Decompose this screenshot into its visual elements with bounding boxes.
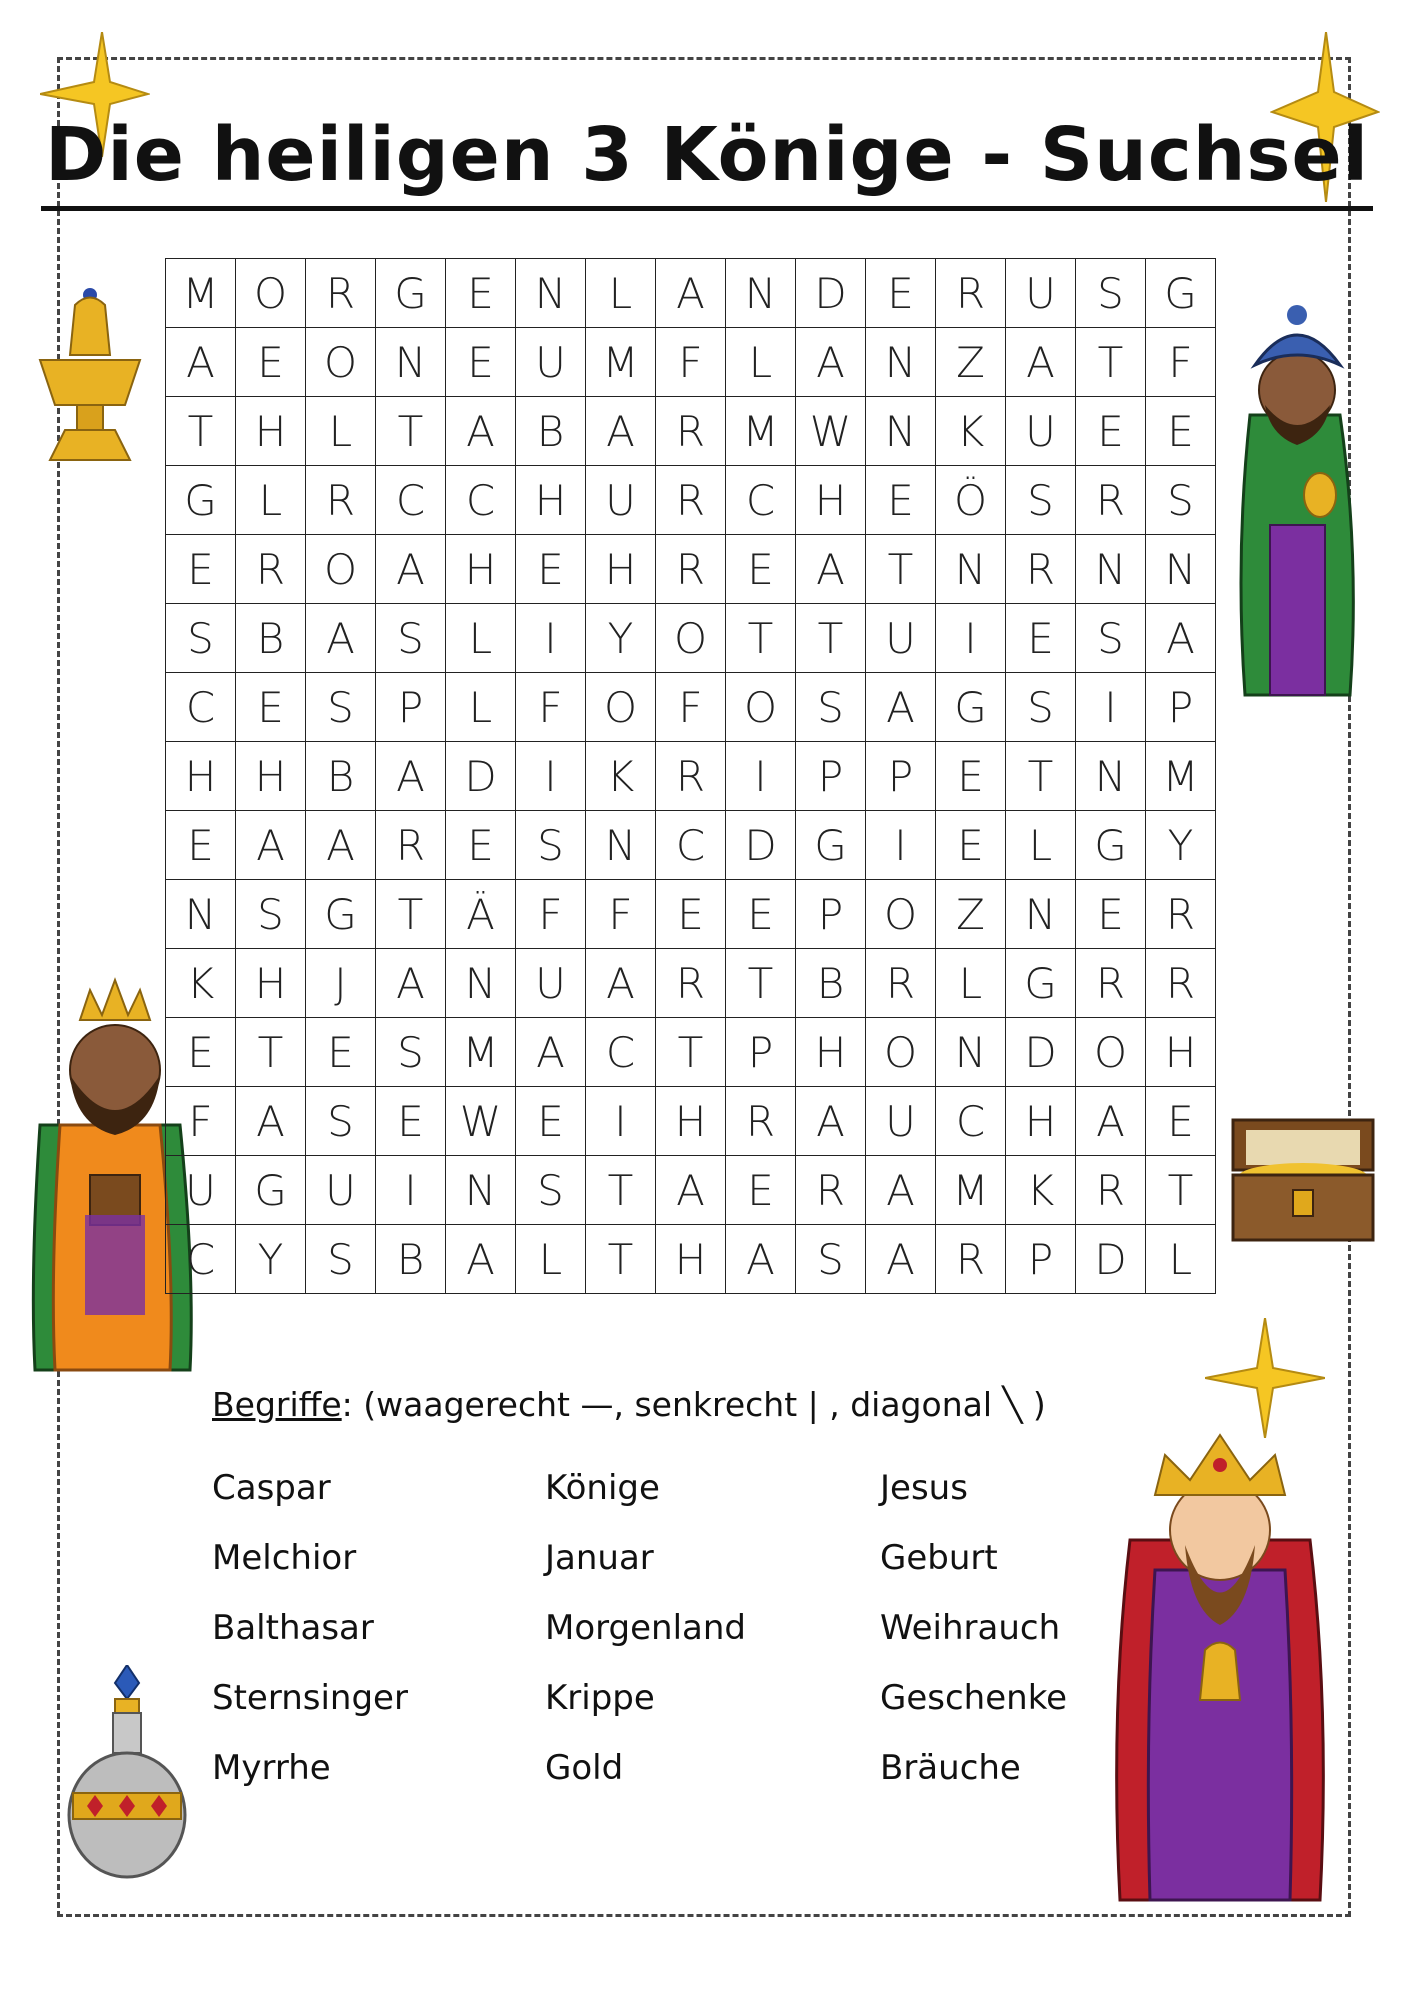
word-item: Könige bbox=[545, 1468, 660, 1508]
grid-cell[interactable]: S bbox=[1076, 259, 1146, 328]
grid-row bbox=[166, 535, 1216, 604]
word-item: Geburt bbox=[880, 1538, 998, 1578]
grid-cell[interactable]: E bbox=[516, 1087, 586, 1156]
word-item: Melchior bbox=[212, 1538, 357, 1578]
grid-cell[interactable]: H bbox=[1146, 1018, 1216, 1087]
grid-cell[interactable]: U bbox=[516, 328, 586, 397]
grid-cell[interactable]: R bbox=[936, 259, 1006, 328]
grid-cell[interactable]: H bbox=[796, 1018, 866, 1087]
grid-cell[interactable]: T bbox=[866, 535, 936, 604]
grid-cell[interactable]: E bbox=[376, 1087, 446, 1156]
grid-cell[interactable]: T bbox=[726, 949, 796, 1018]
grid-cell[interactable]: B bbox=[306, 742, 376, 811]
king-icon bbox=[1230, 295, 1365, 705]
grid-cell[interactable]: E bbox=[166, 535, 236, 604]
grid-cell[interactable]: N bbox=[1076, 535, 1146, 604]
grid-cell[interactable]: N bbox=[1146, 535, 1216, 604]
grid-cell[interactable]: O bbox=[1076, 1018, 1146, 1087]
word-item: Weihrauch bbox=[880, 1608, 1061, 1648]
grid-cell[interactable]: S bbox=[1006, 466, 1076, 535]
grid-cell[interactable]: T bbox=[726, 604, 796, 673]
grid-cell[interactable]: R bbox=[1076, 466, 1146, 535]
grid-cell[interactable]: S bbox=[306, 1225, 376, 1294]
grid-cell[interactable]: E bbox=[866, 466, 936, 535]
grid-cell[interactable]: J bbox=[306, 949, 376, 1018]
grid-cell[interactable]: H bbox=[656, 1225, 726, 1294]
horizontal-mark: — bbox=[580, 1385, 614, 1424]
grid-cell[interactable]: A bbox=[1146, 604, 1216, 673]
grid-cell[interactable]: H bbox=[1006, 1087, 1076, 1156]
grid-cell[interactable]: N bbox=[866, 397, 936, 466]
grid-cell[interactable]: R bbox=[936, 1225, 1006, 1294]
grid-cell[interactable]: A bbox=[376, 535, 446, 604]
legend-suffix: ) bbox=[1022, 1385, 1046, 1424]
grid-cell[interactable]: N bbox=[166, 880, 236, 949]
grid-cell[interactable]: T bbox=[1076, 328, 1146, 397]
grid-cell[interactable]: M bbox=[726, 397, 796, 466]
word-item: Gold bbox=[545, 1748, 624, 1788]
grid-cell[interactable]: S bbox=[376, 1018, 446, 1087]
grid-cell[interactable]: E bbox=[236, 673, 306, 742]
grid-cell[interactable]: I bbox=[726, 742, 796, 811]
grid-cell[interactable]: N bbox=[446, 1156, 516, 1225]
grid-cell[interactable]: S bbox=[1146, 466, 1216, 535]
grid-cell[interactable]: E bbox=[1146, 1087, 1216, 1156]
grid-row bbox=[166, 1087, 1216, 1156]
grid-cell[interactable]: A bbox=[726, 1225, 796, 1294]
grid-cell[interactable]: M bbox=[1146, 742, 1216, 811]
grid-cell[interactable]: U bbox=[866, 604, 936, 673]
grid-cell[interactable]: R bbox=[796, 1156, 866, 1225]
grid-cell[interactable]: M bbox=[166, 259, 236, 328]
grid-cell[interactable]: R bbox=[1076, 1156, 1146, 1225]
grid-cell[interactable]: O bbox=[656, 604, 726, 673]
grid-cell[interactable]: R bbox=[306, 466, 376, 535]
grid-cell[interactable]: L bbox=[306, 397, 376, 466]
grid-cell[interactable]: G bbox=[1146, 259, 1216, 328]
grid-cell[interactable]: U bbox=[306, 1156, 376, 1225]
grid-cell[interactable]: Ä bbox=[446, 880, 516, 949]
legend-mid1: , senkrecht bbox=[613, 1385, 808, 1424]
diagonal-mark: ╲ bbox=[1002, 1385, 1023, 1424]
grid-cell[interactable]: E bbox=[866, 259, 936, 328]
grid-cell[interactable]: F bbox=[1146, 328, 1216, 397]
grid-cell[interactable]: U bbox=[586, 466, 656, 535]
grid-cell[interactable]: C bbox=[656, 811, 726, 880]
grid-cell[interactable]: A bbox=[586, 397, 656, 466]
grid-cell[interactable]: L bbox=[446, 673, 516, 742]
grid-row bbox=[166, 742, 1216, 811]
grid-cell[interactable]: B bbox=[376, 1225, 446, 1294]
grid-cell[interactable]: P bbox=[376, 673, 446, 742]
grid-cell[interactable]: S bbox=[796, 673, 866, 742]
grid-cell[interactable]: H bbox=[586, 535, 656, 604]
grid-cell[interactable]: Z bbox=[936, 328, 1006, 397]
grid-cell[interactable]: E bbox=[936, 742, 1006, 811]
grid-cell[interactable]: O bbox=[726, 673, 796, 742]
grid-cell[interactable]: U bbox=[1006, 259, 1076, 328]
grid-cell[interactable]: M bbox=[586, 328, 656, 397]
grid-cell[interactable]: N bbox=[866, 328, 936, 397]
legend-mid2: , diagonal bbox=[818, 1385, 1003, 1424]
grid-cell[interactable]: W bbox=[796, 397, 866, 466]
grid-cell[interactable]: Y bbox=[586, 604, 656, 673]
grid-cell[interactable]: I bbox=[586, 1087, 656, 1156]
grid-cell[interactable]: E bbox=[166, 811, 236, 880]
grid-cell[interactable]: C bbox=[376, 466, 446, 535]
word-item: Januar bbox=[545, 1538, 654, 1578]
grid-cell[interactable]: K bbox=[936, 397, 1006, 466]
grid-cell[interactable]: L bbox=[936, 949, 1006, 1018]
grid-cell[interactable]: M bbox=[446, 1018, 516, 1087]
grid-cell[interactable]: R bbox=[1146, 880, 1216, 949]
grid-cell[interactable]: N bbox=[936, 1018, 1006, 1087]
grid-row bbox=[166, 673, 1216, 742]
grid-cell[interactable]: T bbox=[586, 1156, 656, 1225]
grid-cell[interactable]: I bbox=[516, 604, 586, 673]
grid-cell[interactable]: R bbox=[656, 466, 726, 535]
grid-cell[interactable]: F bbox=[516, 880, 586, 949]
grid-cell[interactable]: U bbox=[866, 1087, 936, 1156]
grid-cell[interactable]: R bbox=[656, 949, 726, 1018]
grid-cell[interactable]: F bbox=[166, 1087, 236, 1156]
grid-cell[interactable]: C bbox=[166, 673, 236, 742]
grid-cell[interactable]: Z bbox=[936, 880, 1006, 949]
grid-cell[interactable]: A bbox=[796, 535, 866, 604]
word-list-col1 bbox=[212, 1468, 408, 1818]
grid-cell[interactable]: N bbox=[446, 949, 516, 1018]
grid-cell[interactable]: E bbox=[446, 259, 516, 328]
grid-cell[interactable]: Y bbox=[1146, 811, 1216, 880]
grid-cell[interactable]: P bbox=[1006, 1225, 1076, 1294]
grid-cell[interactable]: O bbox=[306, 328, 376, 397]
grid-cell[interactable]: L bbox=[516, 1225, 586, 1294]
grid-cell[interactable]: R bbox=[726, 1087, 796, 1156]
grid-cell[interactable]: A bbox=[1076, 1087, 1146, 1156]
grid-cell[interactable]: G bbox=[306, 880, 376, 949]
grid-row bbox=[166, 949, 1216, 1018]
grid-cell[interactable]: A bbox=[446, 397, 516, 466]
grid-cell[interactable]: B bbox=[796, 949, 866, 1018]
grid-cell[interactable]: N bbox=[1076, 742, 1146, 811]
grid-cell[interactable]: G bbox=[936, 673, 1006, 742]
word-list-col2 bbox=[545, 1468, 746, 1818]
grid-cell[interactable]: C bbox=[936, 1087, 1006, 1156]
grid-cell[interactable]: E bbox=[166, 1018, 236, 1087]
grid-cell[interactable]: U bbox=[166, 1156, 236, 1225]
grid-cell[interactable]: W bbox=[446, 1087, 516, 1156]
grid-cell[interactable]: D bbox=[446, 742, 516, 811]
grid-cell[interactable]: E bbox=[726, 1156, 796, 1225]
grid-cell[interactable]: E bbox=[236, 328, 306, 397]
grid-cell[interactable]: T bbox=[166, 397, 236, 466]
grid-cell[interactable]: H bbox=[446, 535, 516, 604]
grid-cell[interactable]: I bbox=[936, 604, 1006, 673]
grid-cell[interactable]: O bbox=[866, 1018, 936, 1087]
grid-cell[interactable]: N bbox=[376, 328, 446, 397]
grid-cell[interactable]: S bbox=[1006, 673, 1076, 742]
grid-cell[interactable]: E bbox=[1146, 397, 1216, 466]
word-list-col3 bbox=[880, 1468, 1067, 1818]
grid-cell[interactable]: A bbox=[166, 328, 236, 397]
grid-cell[interactable]: H bbox=[236, 397, 306, 466]
grid-cell[interactable]: R bbox=[376, 811, 446, 880]
grid-row bbox=[166, 1156, 1216, 1225]
grid-row bbox=[166, 397, 1216, 466]
grid-cell[interactable]: K bbox=[166, 949, 236, 1018]
grid-cell[interactable]: F bbox=[656, 328, 726, 397]
grid-cell[interactable]: R bbox=[1006, 535, 1076, 604]
grid-cell[interactable]: L bbox=[236, 466, 306, 535]
grid-cell[interactable]: D bbox=[1006, 1018, 1076, 1087]
grid-cell[interactable]: L bbox=[1006, 811, 1076, 880]
grid-cell[interactable]: O bbox=[236, 259, 306, 328]
grid-cell[interactable]: A bbox=[656, 259, 726, 328]
grid-cell[interactable]: T bbox=[376, 880, 446, 949]
word-item: Geschenke bbox=[880, 1678, 1068, 1718]
letter-grid bbox=[165, 258, 1216, 1294]
grid-cell[interactable]: N bbox=[516, 259, 586, 328]
grid-cell[interactable]: L bbox=[1146, 1225, 1216, 1294]
grid-cell[interactable]: O bbox=[306, 535, 376, 604]
grid-cell[interactable]: R bbox=[236, 535, 306, 604]
grid-cell[interactable]: E bbox=[1006, 604, 1076, 673]
grid-cell[interactable]: L bbox=[586, 259, 656, 328]
grid-cell[interactable]: F bbox=[516, 673, 586, 742]
grid-cell[interactable]: C bbox=[726, 466, 796, 535]
grid-cell[interactable]: G bbox=[796, 811, 866, 880]
grid-cell[interactable]: P bbox=[796, 880, 866, 949]
vertical-mark: | bbox=[807, 1385, 819, 1424]
grid-cell[interactable]: E bbox=[726, 535, 796, 604]
legend bbox=[212, 1385, 1046, 1424]
word-item: Balthasar bbox=[212, 1608, 374, 1648]
grid-cell[interactable]: R bbox=[866, 949, 936, 1018]
grid-cell[interactable]: U bbox=[516, 949, 586, 1018]
grid-cell[interactable]: H bbox=[236, 949, 306, 1018]
grid-cell[interactable]: Y bbox=[236, 1225, 306, 1294]
grid-cell[interactable]: A bbox=[866, 1225, 936, 1294]
grid-cell[interactable]: A bbox=[376, 742, 446, 811]
grid-cell[interactable]: P bbox=[726, 1018, 796, 1087]
grid-cell[interactable]: S bbox=[796, 1225, 866, 1294]
grid-cell[interactable]: I bbox=[1076, 673, 1146, 742]
grid-cell[interactable]: I bbox=[376, 1156, 446, 1225]
grid-cell[interactable]: S bbox=[1076, 604, 1146, 673]
grid-cell[interactable]: N bbox=[1006, 880, 1076, 949]
grid-cell[interactable]: S bbox=[516, 811, 586, 880]
grid-cell[interactable]: C bbox=[586, 1018, 656, 1087]
grid-cell[interactable]: B bbox=[236, 604, 306, 673]
grid-cell[interactable]: R bbox=[306, 259, 376, 328]
grid-cell[interactable]: E bbox=[656, 880, 726, 949]
grid-cell[interactable]: R bbox=[1146, 949, 1216, 1018]
grid-cell[interactable]: I bbox=[866, 811, 936, 880]
grid-cell[interactable]: P bbox=[866, 742, 936, 811]
grid-cell[interactable]: G bbox=[1006, 949, 1076, 1018]
grid-cell[interactable]: N bbox=[586, 811, 656, 880]
word-item: Caspar bbox=[212, 1468, 331, 1508]
grid-cell[interactable]: R bbox=[656, 397, 726, 466]
grid-cell[interactable]: Ö bbox=[936, 466, 1006, 535]
grid-cell[interactable]: A bbox=[796, 328, 866, 397]
grid-cell[interactable]: A bbox=[306, 604, 376, 673]
grid-cell[interactable]: S bbox=[236, 880, 306, 949]
grid-cell[interactable]: A bbox=[446, 1225, 516, 1294]
grid-cell[interactable]: B bbox=[516, 397, 586, 466]
grid-cell[interactable]: T bbox=[796, 604, 866, 673]
grid-cell[interactable]: E bbox=[446, 328, 516, 397]
grid-row bbox=[166, 1225, 1216, 1294]
grid-row bbox=[166, 466, 1216, 535]
grid-row bbox=[166, 259, 1216, 328]
grid-row bbox=[166, 811, 1216, 880]
grid-cell[interactable]: E bbox=[936, 811, 1006, 880]
grid-cell[interactable]: A bbox=[376, 949, 446, 1018]
grid-cell[interactable]: D bbox=[726, 811, 796, 880]
grid-cell[interactable]: F bbox=[586, 880, 656, 949]
gold-goblet-icon bbox=[35, 285, 145, 475]
grid-cell[interactable]: T bbox=[376, 397, 446, 466]
grid-cell[interactable]: T bbox=[656, 1018, 726, 1087]
word-item: Krippe bbox=[545, 1678, 655, 1718]
grid-cell[interactable]: T bbox=[1146, 1156, 1216, 1225]
grid-cell[interactable]: H bbox=[236, 742, 306, 811]
grid-cell[interactable]: A bbox=[866, 1156, 936, 1225]
grid-cell[interactable]: S bbox=[166, 604, 236, 673]
perfume-bottle-icon bbox=[65, 1665, 190, 1885]
grid-cell[interactable]: E bbox=[726, 880, 796, 949]
grid-cell[interactable]: A bbox=[866, 673, 936, 742]
grid-cell[interactable]: D bbox=[1076, 1225, 1146, 1294]
grid-cell[interactable]: O bbox=[866, 880, 936, 949]
grid-cell[interactable]: T bbox=[1006, 742, 1076, 811]
grid-cell[interactable]: G bbox=[236, 1156, 306, 1225]
grid-cell[interactable]: A bbox=[796, 1087, 866, 1156]
grid-cell[interactable]: R bbox=[1076, 949, 1146, 1018]
grid-cell[interactable]: I bbox=[516, 742, 586, 811]
grid-cell[interactable]: N bbox=[936, 535, 1006, 604]
grid-cell[interactable]: G bbox=[1076, 811, 1146, 880]
grid-cell[interactable]: S bbox=[306, 1087, 376, 1156]
word-item: Myrrhe bbox=[212, 1748, 331, 1788]
treasure-chest-icon bbox=[1228, 1115, 1378, 1245]
grid-cell[interactable]: C bbox=[446, 466, 516, 535]
grid-cell[interactable]: A bbox=[306, 811, 376, 880]
grid-cell[interactable]: S bbox=[376, 604, 446, 673]
legend-prefix: : (waagerecht bbox=[341, 1385, 581, 1424]
grid-cell[interactable]: A bbox=[586, 949, 656, 1018]
grid-cell[interactable]: C bbox=[166, 1225, 236, 1294]
grid-row bbox=[166, 604, 1216, 673]
grid-cell[interactable]: O bbox=[586, 673, 656, 742]
grid-cell[interactable]: L bbox=[726, 328, 796, 397]
grid-cell[interactable]: A bbox=[656, 1156, 726, 1225]
grid-cell[interactable]: L bbox=[446, 604, 516, 673]
grid-cell[interactable]: E bbox=[1076, 880, 1146, 949]
king-icon bbox=[1110, 1410, 1330, 1910]
grid-cell[interactable]: E bbox=[1076, 397, 1146, 466]
grid-cell[interactable]: A bbox=[236, 811, 306, 880]
grid-cell[interactable]: E bbox=[516, 535, 586, 604]
grid-cell[interactable]: H bbox=[166, 742, 236, 811]
word-item: Bräuche bbox=[880, 1748, 1021, 1788]
grid-cell[interactable]: M bbox=[936, 1156, 1006, 1225]
grid-cell[interactable]: T bbox=[586, 1225, 656, 1294]
word-item: Morgenland bbox=[545, 1608, 746, 1648]
grid-cell[interactable]: A bbox=[236, 1087, 306, 1156]
legend-label: Begriffe bbox=[212, 1385, 342, 1424]
grid-row bbox=[166, 1018, 1216, 1087]
grid-cell[interactable]: P bbox=[796, 742, 866, 811]
grid-row bbox=[166, 880, 1216, 949]
grid-cell[interactable]: U bbox=[1006, 397, 1076, 466]
grid-cell[interactable]: E bbox=[306, 1018, 376, 1087]
grid-cell[interactable]: K bbox=[586, 742, 656, 811]
grid-row bbox=[166, 328, 1216, 397]
grid-cell[interactable]: H bbox=[656, 1087, 726, 1156]
word-item: Jesus bbox=[880, 1468, 968, 1508]
grid-cell[interactable]: P bbox=[1146, 673, 1216, 742]
grid-cell[interactable]: H bbox=[516, 466, 586, 535]
grid-cell[interactable]: A bbox=[516, 1018, 586, 1087]
grid-cell[interactable]: A bbox=[1006, 328, 1076, 397]
page-title: Die heiligen 3 Könige - Suchsel bbox=[0, 118, 1414, 192]
grid-cell[interactable]: E bbox=[446, 811, 516, 880]
grid-cell[interactable]: G bbox=[376, 259, 446, 328]
grid-cell[interactable]: S bbox=[516, 1156, 586, 1225]
grid-cell[interactable]: N bbox=[726, 259, 796, 328]
grid-cell[interactable]: G bbox=[166, 466, 236, 535]
grid-cell[interactable]: R bbox=[656, 742, 726, 811]
grid-cell[interactable]: R bbox=[656, 535, 726, 604]
grid-cell[interactable]: D bbox=[796, 259, 866, 328]
word-item: Sternsinger bbox=[212, 1678, 408, 1718]
grid-cell[interactable]: H bbox=[796, 466, 866, 535]
grid-cell[interactable]: K bbox=[1006, 1156, 1076, 1225]
grid-cell[interactable]: F bbox=[656, 673, 726, 742]
grid-cell[interactable]: S bbox=[306, 673, 376, 742]
grid-cell[interactable]: T bbox=[236, 1018, 306, 1087]
